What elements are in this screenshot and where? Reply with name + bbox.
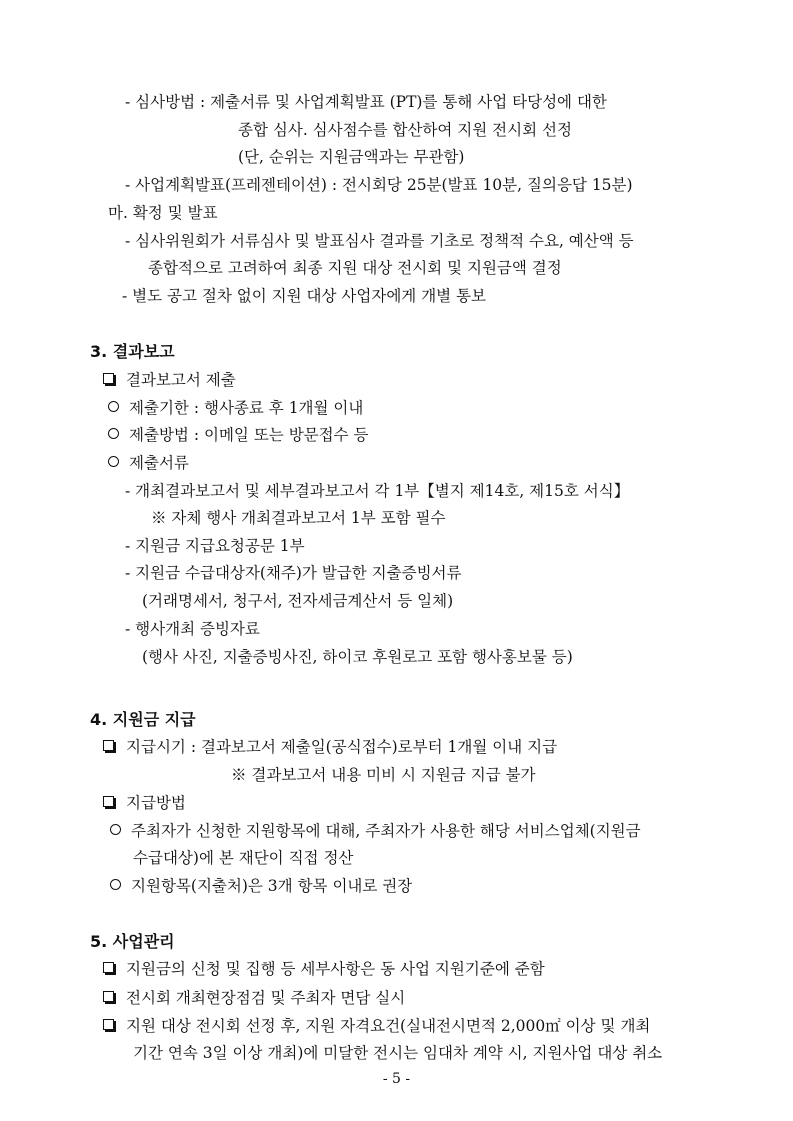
doc-2: - 지원금 지급요청공문 1부 xyxy=(125,537,305,555)
section-5-item-1: 지원금의 신청 및 집행 등 세부사항은 동 사업 지원기준에 준함 xyxy=(103,959,545,979)
section-3-submit: 결과보고서 제출 xyxy=(103,370,236,390)
confirm-item-1: - 심사위원회가 서류심사 및 발표심사 결과를 기초로 정책적 수요, 예산액 등 xyxy=(125,232,634,250)
review-method-note: (단, 순위는 지원금액과는 무관함) xyxy=(238,148,465,166)
square-bullet-icon xyxy=(103,962,114,973)
circle-bullet-icon xyxy=(110,824,121,835)
section-4-method-1: 주최자가 신청한 지원항목에 대해, 주최자가 사용한 해당 서비스업체(지원금 xyxy=(110,821,641,841)
doc-3-note: (거래명세서, 청구서, 전자세금계산서 등 일체) xyxy=(142,592,454,610)
section-4-method-1-continuation: 수급대상)에 본 재단이 직접 정산 xyxy=(133,849,354,867)
square-bullet-icon xyxy=(103,796,114,807)
section-4-timing: 지급시기 : 결과보고서 제출일(공식접수)로부터 1개월 이내 지급 xyxy=(103,737,557,757)
confirm-item-2: - 별도 공고 절차 없이 지원 대상 사업자에게 개별 통보 xyxy=(122,287,487,305)
doc-1-note: ※ 자체 행사 개최결과보고서 1부 포함 필수 xyxy=(151,509,446,527)
section-5-item-3: 지원 대상 전시회 선정 후, 지원 자격요건(실내전시면적 2,000㎡ 이상 및 개최 xyxy=(103,1016,650,1036)
circle-bullet-icon xyxy=(108,401,119,412)
section-3-method: 제출방법 : 이메일 또는 방문접수 등 xyxy=(108,425,368,445)
circle-bullet-icon xyxy=(108,456,119,467)
doc-4-note: (행사 사진, 지출증빙사진, 하이코 후원로고 포함 행사홍보물 등) xyxy=(142,648,573,666)
review-method-continuation: 종합 심사. 심사점수를 합산하여 지원 전시회 선정 xyxy=(238,121,572,139)
doc-4: - 행사개최 증빙자료 xyxy=(125,620,260,638)
square-bullet-icon xyxy=(103,740,114,751)
confirm-item-1-continuation: 종합적으로 고려하여 최종 지원 대상 전시회 및 지원금액 결정 xyxy=(148,259,562,277)
confirm-heading: 마. 확정 및 발표 xyxy=(108,204,218,222)
section-5-title: 5. 사업관리 xyxy=(90,932,175,951)
square-bullet-icon xyxy=(103,1019,114,1030)
section-4-method-2: 지원항목(지출처)은 3개 항목 이내로 권장 xyxy=(110,876,412,896)
section-4-method: 지급방법 xyxy=(103,793,186,813)
section-3-docs: 제출서류 xyxy=(108,453,189,473)
section-5-item-2: 전시회 개최현장점검 및 주최자 면담 실시 xyxy=(103,988,405,1008)
section-3-title: 3. 결과보고 xyxy=(90,342,175,361)
section-4-title: 4. 지원금 지급 xyxy=(90,710,196,729)
doc-3: - 지원금 수급대상자(채주)가 발급한 지출증빙서류 xyxy=(125,564,462,582)
square-bullet-icon xyxy=(103,991,114,1002)
page-number: - 5 - xyxy=(382,1071,411,1087)
review-method-line: - 심사방법 : 제출서류 및 사업계획발표 (PT)를 통해 사업 타당성에 대한 xyxy=(125,93,607,111)
section-4-timing-note: ※ 결과보고서 내용 미비 시 지원금 지급 불가 xyxy=(231,766,536,784)
presentation-line: - 사업계획발표(프레젠테이션) : 전시회당 25분(발표 10분, 질의응답 15분) xyxy=(125,176,633,194)
circle-bullet-icon xyxy=(108,428,119,439)
circle-bullet-icon xyxy=(110,879,121,890)
section-3-deadline: 제출기한 : 행사종료 후 1개월 이내 xyxy=(108,398,363,418)
section-5-item-3-continuation: 기간 연속 3일 이상 개최)에 미달한 전시는 임대차 계약 시, 지원사업 대상 취소 xyxy=(133,1044,663,1062)
square-bullet-icon xyxy=(103,373,114,384)
doc-1: - 개최결과보고서 및 세부결과보고서 각 1부【별지 제14호, 제15호 서식】 xyxy=(125,482,630,500)
